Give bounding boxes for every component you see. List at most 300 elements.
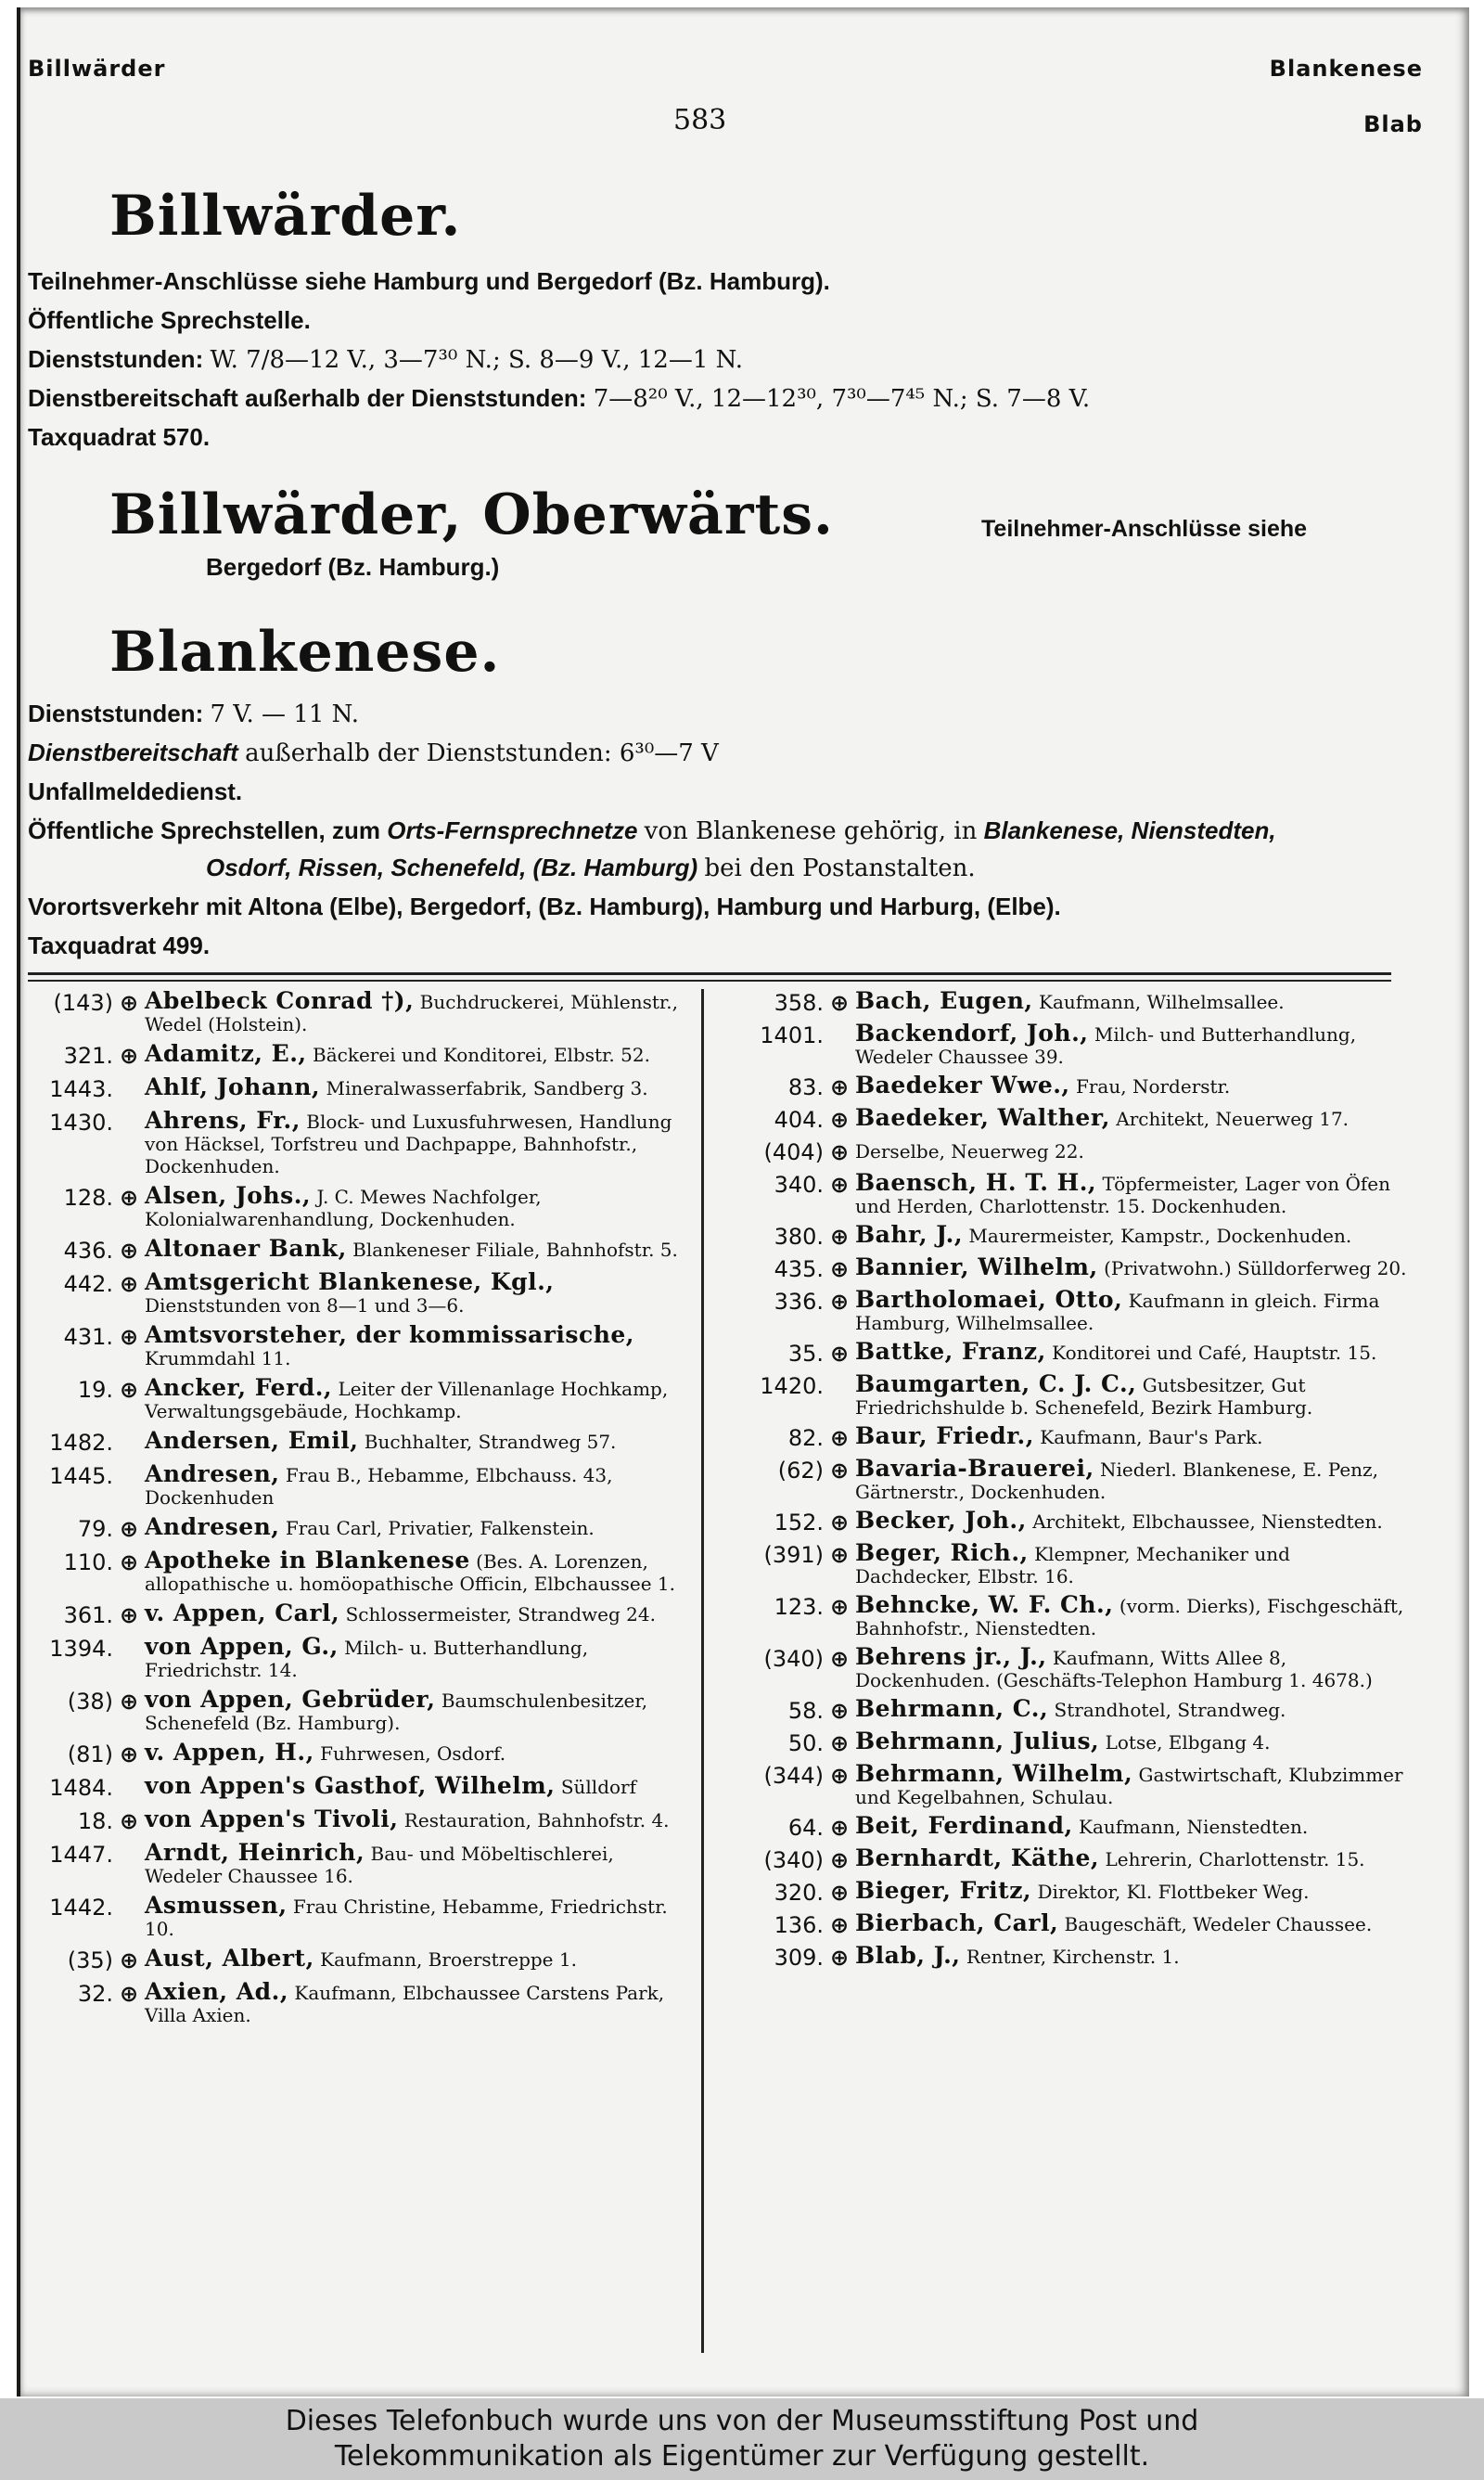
entry-body: [855, 1812, 1412, 1839]
phone-number: 321.: [63, 1043, 113, 1069]
directory-entry: [714, 1286, 1412, 1334]
phone-number: 79.: [77, 1516, 113, 1542]
subscriber-name: Baumgarten, C. J. C.,: [855, 1370, 1137, 1397]
entry-body: [855, 1760, 1412, 1808]
subscriber-details: Restauration, Bahnhofstr. 4.: [398, 1809, 670, 1831]
subscriber-name: Blab, J.,: [855, 1942, 961, 1969]
phone-number: 309.: [774, 1945, 824, 1971]
listing-column-right: [714, 987, 1412, 1977]
phone-number: 19.: [77, 1377, 113, 1403]
entry-body: [855, 1139, 1412, 1163]
directory-entry: [714, 1877, 1412, 1906]
subscriber-details: Kaufmann, Witts Allee 8, Dockenhuden. (Geschäfts-Telephon Hamburg 1. 4678.): [855, 1647, 1373, 1691]
subscriber-details: Baumschulenbesitzer, Schenefeld (Bz. Hamburg).: [145, 1690, 648, 1734]
entry-body: [145, 1602, 694, 1625]
subscriber-name: Bahr, J.,: [855, 1221, 964, 1248]
dienststunden-label: Dienststunden:: [28, 700, 204, 727]
entry-body: [855, 1221, 1412, 1248]
entry-body: [145, 1427, 694, 1454]
bereitschaft-label: Dienstbereitschaft: [28, 739, 238, 766]
subscriber-details: (vorm. Dierks), Fischgeschäft, Bahnhofstr., Nienstedten.: [855, 1595, 1404, 1639]
blankenese-taxquadrat: Taxquadrat 499.: [28, 932, 211, 959]
entry-body: [145, 1107, 694, 1177]
subscriber-name: Beger, Rich.,: [855, 1539, 1029, 1566]
phone-number: (340): [763, 1847, 824, 1873]
running-header-right: Blankenese: [1269, 56, 1423, 82]
phone-number: 1443.: [49, 1076, 113, 1102]
dienststunden-label: Dienststunden:: [28, 345, 204, 373]
directory-entry: [28, 1892, 694, 1940]
entry-body: [855, 1338, 1412, 1365]
subscriber-details: Frau Christine, Hebamme, Friedrichstr. 10.: [145, 1895, 668, 1940]
phone-number: 82.: [787, 1425, 824, 1451]
directory-entry: [28, 1321, 694, 1369]
phone-number: 320.: [774, 1880, 824, 1906]
entry-body: [145, 1073, 694, 1100]
subscriber-name: Baur, Friedr.,: [855, 1422, 1034, 1449]
subscriber-details: (Privatwohn.) Sülldorferweg 20.: [1097, 1257, 1407, 1279]
entry-body: [145, 1460, 694, 1509]
subscriber-details: Frau B., Hebamme, Elbchauss. 43, Dockenhuden: [145, 1464, 613, 1509]
divider-rule-2: [28, 980, 1391, 982]
station-mark-icon: ⊕: [119, 1741, 139, 1767]
billwaerder-taxquadrat: Taxquadrat 570.: [28, 423, 211, 451]
running-header-right-sub: Blab: [1363, 111, 1423, 137]
scanned-page: [17, 7, 1469, 2396]
directory-entry: [28, 1686, 694, 1734]
station-mark-icon: ⊕: [829, 1074, 850, 1100]
blankenese-sprechstellen: [28, 816, 1276, 845]
phone-number: (62): [777, 1458, 824, 1484]
entry-body: [145, 1741, 694, 1765]
entry-body: [145, 1374, 694, 1422]
station-mark-icon: ⊕: [829, 1256, 850, 1282]
subscriber-name: Behrmann, C.,: [855, 1695, 1049, 1722]
phone-number: 1484.: [49, 1775, 113, 1801]
entry-body: [145, 1633, 694, 1681]
entry-body: [145, 1040, 694, 1067]
station-mark-icon: ⊕: [119, 1324, 139, 1350]
entry-body: [855, 1253, 1412, 1280]
station-mark-icon: ⊕: [829, 1815, 850, 1841]
subscriber-details: Lotse, Elbgang 4.: [1099, 1731, 1271, 1754]
entry-body: [145, 1549, 694, 1595]
subscriber-name: v. Appen, Carl,: [145, 1600, 340, 1626]
phone-number: 136.: [774, 1912, 824, 1938]
subscriber-name: Baedeker, Walther,: [855, 1104, 1110, 1131]
entry-body: [855, 1169, 1412, 1217]
phone-number: 110.: [63, 1549, 113, 1575]
directory-entry: [28, 1741, 694, 1767]
sprech-part-3: von Blankenese gehörig, in: [644, 817, 978, 845]
subscriber-details: Milch- und Butterhandlung, Wedeler Chaussee 39.: [855, 1023, 1357, 1068]
subscriber-name: v. Appen, H.,: [145, 1739, 314, 1766]
phone-number: 1394.: [49, 1636, 113, 1662]
directory-entry: [714, 1221, 1412, 1250]
subscriber-details: Architekt, Elbchaussee, Nienstedten.: [1026, 1510, 1383, 1533]
subscriber-details: Niederl. Blankenese, E. Penz, Gärtnerstr., Dockenhuden.: [855, 1458, 1378, 1503]
entry-body: [145, 1947, 694, 1971]
phone-number: 1401.: [760, 1022, 824, 1048]
blankenese-vorortsverkehr: Vorortsverkehr mit Altona (Elbe), Bergedorf, (Bz. Hamburg), Hamburg und Harburg, (Elbe).: [28, 893, 1061, 920]
blankenese-bereitschaft: [28, 739, 719, 767]
subscriber-details: Bäckerei und Konditorei, Elbstr. 52.: [306, 1044, 650, 1066]
entry-body: [145, 1686, 694, 1734]
subscriber-name: von Appen, Gebrüder,: [145, 1686, 436, 1713]
blankenese-sprechstellen-cont: [206, 854, 976, 882]
blankenese-unfall: Unfallmeldedienst.: [28, 777, 243, 805]
station-mark-icon: ⊕: [829, 1139, 850, 1165]
directory-entry: [714, 1139, 1412, 1165]
subscriber-name: Amtsvorsteher, der kommissarische,: [145, 1321, 634, 1348]
station-mark-icon: ⊕: [119, 1947, 139, 1973]
station-mark-icon: ⊕: [829, 1763, 850, 1789]
directory-entry: [28, 1040, 694, 1069]
subscriber-details: Architekt, Neuerweg 17.: [1109, 1108, 1350, 1130]
sprech-part-1: Öffentliche Sprechstellen, zum: [28, 816, 380, 844]
entry-body: [855, 1074, 1412, 1098]
sprech-part-5: Osdorf, Rissen, Schenefeld, (Bz. Hamburg): [206, 854, 698, 881]
station-mark-icon: ⊕: [119, 990, 139, 1016]
entry-body: [145, 1839, 694, 1887]
subscriber-details: (Bes. A. Lorenzen, allopathische u. homöopathische Officin, Elbchaussee 1.: [145, 1550, 676, 1595]
directory-entry: [714, 1591, 1412, 1639]
phone-number: (143): [53, 990, 113, 1016]
subscriber-name: von Appen, G.,: [145, 1633, 339, 1660]
running-header-left: Billwärder: [28, 56, 166, 82]
subscriber-name: Asmussen,: [145, 1892, 288, 1919]
station-mark-icon: ⊕: [119, 1602, 139, 1628]
subscriber-name: Altonaer Bank,: [145, 1235, 347, 1262]
subscriber-details: Sülldorf: [555, 1776, 637, 1798]
subscriber-details: Krummdahl 11.: [145, 1347, 291, 1369]
phone-number: 431.: [63, 1324, 113, 1350]
entry-body: [145, 1235, 694, 1262]
subscriber-name: Becker, Joh.,: [855, 1507, 1027, 1534]
subscriber-details: J. C. Mewes Nachfolger, Kolonialwarenhandlung, Dockenhuden.: [145, 1186, 542, 1230]
subscriber-name: Behrmann, Julius,: [855, 1728, 1100, 1754]
station-mark-icon: ⊕: [829, 1945, 850, 1971]
subscriber-details: Dienststunden von 8—1 und 3—6.: [145, 1294, 465, 1317]
oberwaerts-note: Teilnehmer-Anschlüsse siehe: [981, 516, 1308, 542]
directory-entry: [714, 1253, 1412, 1282]
subscriber-name: von Appen's Gasthof, Wilhelm,: [145, 1772, 556, 1799]
directory-entry: [28, 1805, 694, 1834]
subscriber-name: Andresen,: [145, 1513, 280, 1540]
directory-entry: [714, 1455, 1412, 1503]
blankenese-dienststunden: [28, 700, 359, 728]
station-mark-icon: ⊕: [829, 1730, 850, 1756]
phone-number: 380.: [774, 1224, 824, 1250]
subscriber-name: Abelbeck Conrad †),: [145, 987, 415, 1014]
phone-number: 361.: [63, 1602, 113, 1628]
section-title-blankenese: Blankenese.: [109, 620, 501, 685]
subscriber-name: Bannier, Wilhelm,: [855, 1253, 1098, 1280]
entry-body: [855, 1695, 1412, 1722]
phone-number: 32.: [77, 1981, 113, 2007]
bereitschaft-value: 7—8²⁰ V., 12—12³⁰, 7³⁰—7⁴⁵ N.; S. 7—8 V.: [593, 385, 1091, 413]
station-mark-icon: ⊕: [829, 1594, 850, 1620]
directory-entry: [28, 1427, 694, 1456]
subscriber-name: Ahlf, Johann,: [145, 1073, 321, 1100]
entry-body: [855, 1730, 1412, 1754]
phone-number: 358.: [774, 990, 824, 1016]
entry-body: [855, 1455, 1412, 1503]
subscriber-name: Axien, Ad.,: [145, 1978, 289, 2005]
phone-number: (391): [763, 1542, 824, 1568]
station-mark-icon: ⊕: [119, 1981, 139, 2007]
phone-number: 35.: [787, 1341, 824, 1367]
page-number: 583: [673, 104, 727, 136]
subscriber-name: Andresen,: [145, 1460, 280, 1487]
subscriber-name: Alsen, Johs.,: [145, 1182, 312, 1209]
phone-number: (344): [763, 1763, 824, 1789]
phone-number: 152.: [774, 1510, 824, 1536]
subscriber-name: Bierbach, Carl,: [855, 1909, 1059, 1936]
phone-number: 336.: [774, 1289, 824, 1315]
section-title-oberwaerts: Billwärder, Oberwärts.: [109, 482, 834, 547]
footer-line-1: Dieses Telefonbuch wurde uns von der Museumsstiftung Post und: [285, 2405, 1199, 2437]
section-title-billwaerder: Billwärder.: [109, 184, 462, 249]
subscriber-name: Behrmann, Wilhelm,: [855, 1760, 1133, 1787]
dienststunden-value: W. 7/8—12 V., 3—7³⁰ N.; S. 8—9 V., 12—1 N.: [210, 346, 743, 374]
station-mark-icon: ⊕: [119, 1238, 139, 1264]
entry-body: [855, 1507, 1412, 1534]
sprech-part-6: bei den Postanstalten.: [704, 855, 976, 882]
subscriber-name: Aust, Albert,: [145, 1945, 314, 1972]
directory-entry: [28, 1772, 694, 1801]
subscriber-name: Andersen, Emil,: [145, 1427, 359, 1454]
subscriber-name: Arndt, Heinrich,: [145, 1839, 365, 1866]
phone-number: 58.: [787, 1698, 824, 1724]
divider-rule: [28, 972, 1391, 975]
subscriber-details: Frau, Norderstr.: [1069, 1075, 1231, 1098]
directory-entry: [714, 1370, 1412, 1419]
billwaerder-dienststunden: [28, 345, 743, 374]
billwaerder-sprechstelle: Öffentliche Sprechstelle.: [28, 306, 311, 334]
bereitschaft-value: außerhalb der Dienststunden: 6³⁰—7 V: [245, 739, 719, 767]
directory-entry: [714, 1507, 1412, 1536]
directory-entry: [28, 1633, 694, 1681]
phone-number: 1445.: [49, 1463, 113, 1489]
subscriber-details: Kaufmann in gleich. Firma Hamburg, Wilhelmsallee.: [855, 1290, 1380, 1334]
bereitschaft-label: Dienstbereitschaft außerhalb der Dienststunden:: [28, 384, 587, 412]
phone-number: 340.: [774, 1172, 824, 1198]
entry-body: [145, 1182, 694, 1230]
subscriber-name: Bieger, Fritz,: [855, 1877, 1032, 1904]
subscriber-details: Töpfermeister, Lager von Öfen und Herden, Charlottenstr. 15. Dockenhuden.: [855, 1173, 1390, 1217]
station-mark-icon: ⊕: [829, 1341, 850, 1367]
station-mark-icon: ⊕: [829, 990, 850, 1016]
phone-number: 128.: [63, 1185, 113, 1211]
entry-body: [855, 1844, 1412, 1871]
phone-number: 83.: [787, 1074, 824, 1100]
phone-number: 1420.: [760, 1373, 824, 1399]
station-mark-icon: ⊕: [829, 1542, 850, 1568]
subscriber-name: Bavaria-Brauerei,: [855, 1455, 1094, 1482]
subscriber-details: Strandhotel, Strandweg.: [1048, 1699, 1286, 1721]
entry-body: [855, 1286, 1412, 1334]
subscriber-name: Adamitz, E.,: [145, 1040, 307, 1067]
station-mark-icon: ⊕: [119, 1271, 139, 1297]
subscriber-details: Block- und Luxusfuhrwesen, Handlung von Häcksel, Torfstreu und Dachpappe, Bahnhofstr., Dockenhuden.: [145, 1111, 672, 1177]
entry-body: [855, 1643, 1412, 1691]
directory-entry: [714, 987, 1412, 1016]
station-mark-icon: ⊕: [829, 1107, 850, 1133]
station-mark-icon: ⊕: [829, 1646, 850, 1672]
directory-entry: [714, 1074, 1412, 1100]
subscriber-name: Battke, Franz,: [855, 1338, 1046, 1365]
subscriber-details: Fuhrwesen, Osdorf.: [313, 1742, 506, 1765]
subscriber-name: Behrens jr., J.,: [855, 1643, 1047, 1670]
entry-body: [145, 1513, 694, 1540]
subscriber-details: Derselbe, Neuerweg 22.: [855, 1140, 1084, 1163]
phone-number: 404.: [774, 1107, 824, 1133]
station-mark-icon: ⊕: [829, 1289, 850, 1315]
directory-entry: [714, 1338, 1412, 1367]
station-mark-icon: ⊕: [829, 1510, 850, 1536]
directory-entry: [28, 1460, 694, 1509]
station-mark-icon: ⊕: [829, 1698, 850, 1724]
entry-body: [855, 1877, 1412, 1904]
subscriber-name: Bartholomaei, Otto,: [855, 1286, 1123, 1313]
station-mark-icon: ⊕: [119, 1377, 139, 1403]
subscriber-details: Maurermeister, Kampstr., Dockenhuden.: [963, 1225, 1352, 1247]
station-mark-icon: ⊕: [829, 1847, 850, 1873]
phone-number: (38): [67, 1689, 113, 1715]
station-mark-icon: ⊕: [119, 1689, 139, 1715]
subscriber-details: Buchhalter, Strandweg 57.: [358, 1431, 617, 1453]
phone-number: (81): [67, 1741, 113, 1767]
subscriber-details: Konditorei und Café, Hauptstr. 15.: [1045, 1342, 1377, 1364]
directory-entry: [28, 1513, 694, 1542]
subscriber-details: Buchdruckerei, Mühlenstr., Wedel (Holstein).: [145, 991, 678, 1035]
phone-number: 1442.: [49, 1895, 113, 1921]
directory-entry: [28, 1947, 694, 1973]
subscriber-details: Kaufmann, Nienstedten.: [1072, 1816, 1309, 1838]
directory-entry: [28, 1073, 694, 1102]
oberwaerts-note-2: Bergedorf (Bz. Hamburg.): [206, 553, 500, 581]
entry-body: [145, 1892, 694, 1940]
directory-entry: [714, 1104, 1412, 1133]
phone-number: 1430.: [49, 1110, 113, 1136]
directory-entry: [714, 1942, 1412, 1971]
subscriber-details: Kaufmann, Broerstreppe 1.: [313, 1948, 577, 1971]
subscriber-details: Gastwirtschaft, Klubzimmer und Kegelbahnen, Schulau.: [855, 1764, 1403, 1808]
entry-body: [855, 1539, 1412, 1587]
subscriber-name: Ancker, Ferd.,: [145, 1374, 333, 1401]
phone-number: 123.: [774, 1594, 824, 1620]
subscriber-details: Leiter der Villenanlage Hochkamp, Verwaltungsgebäude, Hochkamp.: [145, 1378, 669, 1422]
station-mark-icon: ⊕: [119, 1808, 139, 1834]
phone-number: 1482.: [49, 1430, 113, 1456]
entry-body: [855, 1942, 1412, 1969]
entry-body: [855, 987, 1412, 1014]
entry-body: [145, 1321, 694, 1369]
subscriber-name: Baedeker Wwe.,: [855, 1072, 1070, 1099]
entry-body: [855, 1591, 1412, 1639]
subscriber-details: Direktor, Kl. Flottbeker Weg.: [1031, 1881, 1310, 1903]
directory-entry: [714, 1643, 1412, 1691]
subscriber-details: Schlossermeister, Strandweg 24.: [339, 1603, 656, 1625]
station-mark-icon: ⊕: [829, 1458, 850, 1484]
phone-number: 18.: [77, 1808, 113, 1834]
station-mark-icon: ⊕: [119, 1185, 139, 1211]
station-mark-icon: ⊕: [829, 1912, 850, 1938]
subscriber-name: Beit, Ferdinand,: [855, 1812, 1073, 1839]
subscriber-name: Bernhardt, Käthe,: [855, 1844, 1100, 1871]
subscriber-details: Kaufmann, Elbchaussee Carstens Park, Villa Axien.: [145, 1982, 665, 2026]
footer-notice: [0, 2398, 1484, 2480]
station-mark-icon: ⊕: [119, 1516, 139, 1542]
subscriber-details: Frau Carl, Privatier, Falkenstein.: [279, 1517, 595, 1539]
subscriber-name: Backendorf, Joh.,: [855, 1020, 1089, 1047]
directory-entry: [28, 1602, 694, 1628]
entry-body: [145, 1805, 694, 1832]
entry-body: [145, 1772, 694, 1799]
subscriber-details: Kaufmann, Wilhelmsallee.: [1032, 991, 1285, 1013]
directory-entry: [28, 1268, 694, 1317]
subscriber-name: Behncke, W. F. Ch.,: [855, 1591, 1114, 1618]
directory-entry: [28, 1107, 694, 1177]
subscriber-details: Kaufmann, Baur's Park.: [1033, 1426, 1263, 1448]
subscriber-details: Blankeneser Filiale, Bahnhofstr. 5.: [346, 1239, 678, 1261]
phone-number: 50.: [787, 1730, 824, 1756]
phone-number: 435.: [774, 1256, 824, 1282]
entry-body: [855, 1422, 1412, 1449]
entry-body: [145, 987, 694, 1035]
entry-body: [855, 1104, 1412, 1131]
directory-entry: [714, 1539, 1412, 1587]
directory-entry: [714, 1760, 1412, 1808]
entry-body: [855, 1370, 1412, 1419]
dienststunden-value: 7 V. — 11 N.: [210, 700, 360, 728]
directory-entry: [714, 1730, 1412, 1756]
phone-number: (340): [763, 1646, 824, 1672]
entry-body: [145, 1978, 694, 2026]
directory-entry: [714, 1422, 1412, 1451]
directory-entry: [28, 1374, 694, 1422]
directory-entry: [28, 1235, 694, 1264]
subscriber-details: Lehrerin, Charlottenstr. 15.: [1099, 1848, 1365, 1870]
subscriber-details: Baugeschäft, Wedeler Chaussee.: [1058, 1913, 1373, 1935]
phone-number: 64.: [787, 1815, 824, 1841]
subscriber-name: Baensch, H. T. H.,: [855, 1169, 1097, 1196]
directory-entry: [28, 1978, 694, 2026]
subscriber-details: Gutsbesitzer, Gut Friedrichshulde b. Schenefeld, Bezirk Hamburg.: [855, 1374, 1313, 1419]
subscriber-details: Bau- und Möbeltischlerei, Wedeler Chaussee 16.: [145, 1843, 614, 1887]
subscriber-details: Mineralwasserfabrik, Sandberg 3.: [320, 1077, 648, 1099]
directory-entry: [714, 1169, 1412, 1217]
phone-number: (35): [67, 1947, 113, 1973]
billwaerder-bereitschaft: [28, 384, 1090, 413]
subscriber-name: von Appen's Tivoli,: [145, 1805, 399, 1832]
directory-entry: [28, 1839, 694, 1887]
entry-body: [855, 1909, 1412, 1936]
station-mark-icon: ⊕: [829, 1172, 850, 1198]
listing-column-left: [28, 987, 694, 2034]
station-mark-icon: ⊕: [829, 1425, 850, 1451]
footer-line-2: Telekommunikation als Eigentümer zur Verfügung gestellt.: [334, 2440, 1150, 2473]
subscriber-name: Amtsgericht Blankenese, Kgl.,: [145, 1268, 555, 1295]
directory-entry: [714, 1844, 1412, 1873]
station-mark-icon: ⊕: [829, 1224, 850, 1250]
column-divider: [701, 989, 704, 2353]
directory-entry: [714, 1909, 1412, 1938]
entry-body: [145, 1268, 694, 1317]
phone-number: (404): [763, 1139, 824, 1165]
subscriber-name: Bach, Eugen,: [855, 987, 1033, 1014]
